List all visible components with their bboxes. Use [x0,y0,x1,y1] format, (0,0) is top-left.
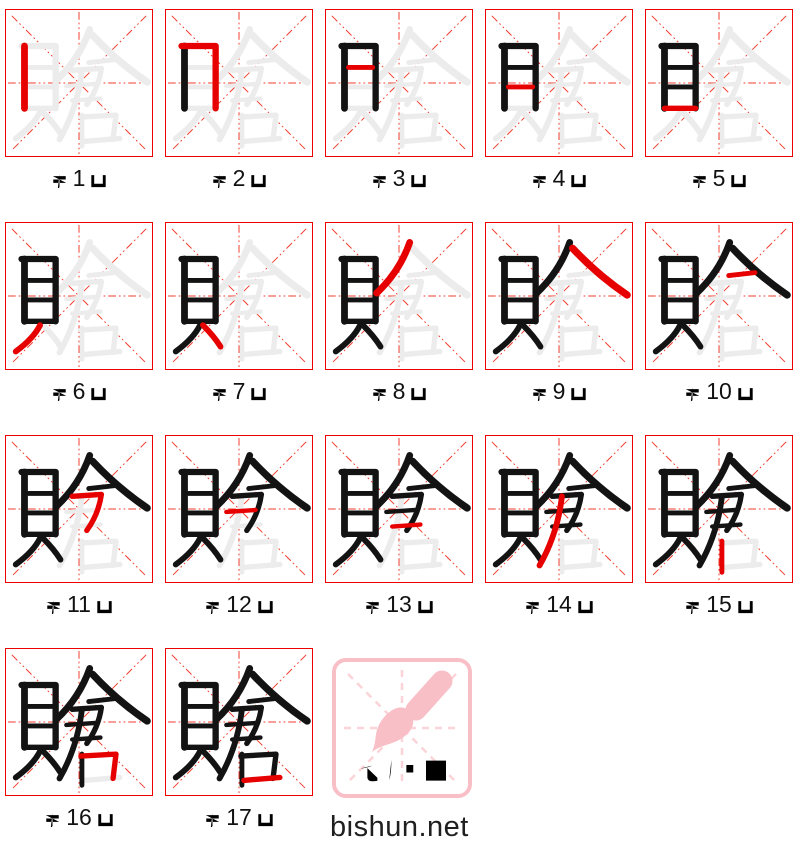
stroke-number: 7 [232,378,246,404]
di-glyph-icon [521,593,544,616]
practice-box [5,222,153,370]
stroke-diagram [6,223,152,369]
site-url: bishun.net [330,811,469,843]
stroke-number: 12 [226,591,252,617]
brush-icon [372,681,442,752]
stroke-number: 5 [712,165,726,191]
stroke-number: 9 [552,378,566,404]
character-strokes [336,455,467,572]
stroke-7-done [523,538,541,559]
stroke-step-label [165,592,313,616]
character-strokes [16,29,147,146]
hua-glyph-icon [87,167,110,190]
stroke-16-ghost [241,328,276,352]
character-strokes [496,242,627,359]
stroke-16-ghost [241,541,276,565]
di-glyph-icon [368,167,391,190]
stroke-7-done [363,325,381,346]
stroke-step-cell [165,9,315,190]
di-glyph-icon [208,167,231,190]
hua-glyph-icon [407,380,430,403]
stroke-7-done [683,325,701,346]
character-strokes [496,29,627,146]
practice-box [645,435,793,583]
character-strokes [656,455,787,572]
practice-box [165,648,313,796]
stroke-16-ghost [401,115,436,139]
stroke-7-done [363,538,381,559]
stroke-10-ghost [89,60,115,63]
stroke-7-current [203,325,221,346]
stroke-step-label [485,379,633,403]
practice-box [485,9,633,157]
hua-glyph-icon [247,167,270,190]
stroke-diagram [646,223,792,369]
stroke-step-label [325,379,473,403]
stroke-17-ghost [564,138,600,141]
hua-glyph-icon [254,806,277,829]
wang-glyph-icon [426,761,446,781]
stroke-diagram [6,436,152,582]
stroke-diagram [166,649,312,795]
bishun-logo [332,658,472,798]
stroke-diagram [166,223,312,369]
stroke-17-ghost [84,564,120,567]
character-strokes [16,242,147,359]
character-strokes [16,668,147,785]
stroke-17-ghost [564,351,600,354]
di-glyph-icon [688,167,711,190]
stroke-step-cell [165,648,315,829]
stroke-16-ghost [721,541,756,565]
stroke-step-label [325,166,473,190]
hua-glyph-icon [567,380,590,403]
stroke-number: 15 [706,591,732,617]
stroke-10-ghost [569,60,595,63]
di-glyph-icon [48,167,71,190]
stroke-step-cell [165,222,315,403]
stroke-number: 14 [546,591,572,617]
stroke-number: 17 [226,804,252,830]
stroke-diagram [646,10,792,156]
stroke-step-label [5,805,153,829]
stroke-10-done [89,699,115,702]
stroke-7-done [203,751,221,772]
stroke-17-ghost [404,351,440,354]
stroke-16-ghost [241,115,276,139]
character-strokes [336,29,467,146]
di-glyph-icon [201,593,224,616]
stroke-step-label [325,592,473,616]
stroke-17-ghost [404,564,440,567]
di-glyph-icon [528,167,551,190]
stroke-16-ghost [721,328,756,352]
stroke-step-cell [485,9,635,190]
practice-box [165,435,313,583]
stroke-number: 3 [392,165,406,191]
stroke-16-done [241,754,276,778]
di-glyph-icon [681,593,704,616]
hua-glyph-icon [734,380,757,403]
stroke-10-ghost [89,273,115,276]
practice-box [325,435,473,583]
stroke-16-ghost [561,328,596,352]
stroke-diagram [166,436,312,582]
stroke-step-label [165,379,313,403]
stroke-10-ghost [729,60,755,63]
stroke-16-ghost [721,115,756,139]
stroke-17-ghost [564,564,600,567]
practice-box [5,9,153,157]
stroke-10-ghost [409,273,435,276]
stroke-step-cell [325,222,475,403]
stroke-7-done [523,325,541,346]
hua-glyph-icon [567,167,590,190]
stroke-step-cell [325,9,475,190]
stroke-17-ghost [724,138,760,141]
stroke-10-ghost [409,60,435,63]
stroke-12-done [386,510,415,512]
stroke-7-done [683,538,701,559]
stroke-step-label [645,592,793,616]
character-strokes [176,29,307,146]
stroke-step-label [165,166,313,190]
stroke-step-cell [325,435,475,616]
stroke-number: 16 [66,804,92,830]
character-strokes [336,242,467,359]
stroke-13-current [392,525,420,527]
di-glyph-icon [42,593,65,616]
stroke-16-ghost [401,541,436,565]
practice-box [645,222,793,370]
stroke-10-done [409,486,435,489]
hua-glyph-icon [93,593,116,616]
stroke-diagram [6,649,152,795]
practice-box [5,435,153,583]
di-glyph-icon [361,593,384,616]
practice-box [165,9,313,157]
stroke-step-label [485,592,633,616]
stroke-16-ghost [81,541,116,565]
practice-box [485,222,633,370]
hua-glyph-icon [94,806,117,829]
stroke-diagram [6,10,152,156]
hua-glyph-icon [87,380,110,403]
stroke-step-cell [5,648,155,829]
stroke-step-label [165,805,313,829]
stroke-7-ghost [43,325,61,346]
stroke-16-current [81,754,116,778]
stroke-7-done [203,538,221,559]
stroke-diagram [486,436,632,582]
stroke-diagram [326,223,472,369]
stroke-number: 10 [706,378,732,404]
practice-box [325,9,473,157]
stroke-10-done [249,486,275,489]
stroke-step-cell [645,9,795,190]
di-glyph-icon [681,380,704,403]
stroke-16-ghost [561,115,596,139]
stroke-step-label [485,166,633,190]
stroke-10-current [729,273,755,276]
stroke-step-label [5,379,153,403]
stroke-diagram [486,10,632,156]
hua-glyph-icon [727,167,750,190]
stroke-7-ghost [363,112,381,133]
stroke-step-cell [645,222,795,403]
stroke-7-ghost [683,112,701,133]
stroke-diagram [166,10,312,156]
stroke-7-ghost [43,112,61,133]
practice-box [5,648,153,796]
stroke-number: 2 [232,165,246,191]
stroke-step-label [645,166,793,190]
stroke-17-ghost [724,564,760,567]
stroke-number: 4 [552,165,566,191]
character-strokes [656,242,787,359]
stroke-7-ghost [523,112,541,133]
di-glyph-icon [368,380,391,403]
stroke-step-cell [5,435,155,616]
di-glyph-icon [41,806,64,829]
stroke-17-current [244,777,280,780]
stroke-17-ghost [244,564,280,567]
stroke-number: 13 [386,591,412,617]
hua-glyph-icon [407,167,430,190]
practice-box [165,222,313,370]
stroke-step-cell [5,9,155,190]
stroke-step-label [645,379,793,403]
stroke-step-label [5,592,153,616]
stroke-17-ghost [404,138,440,141]
character-strokes [176,455,307,572]
stroke-17-ghost [84,138,120,141]
di-glyph-icon [201,806,224,829]
di-glyph-icon [528,380,551,403]
stroke-diagram [326,10,472,156]
stroke-16-ghost [81,328,116,352]
stroke-10-ghost [249,60,275,63]
stroke-diagram [326,436,472,582]
stroke-17-ghost [244,138,280,141]
stroke-number: 11 [67,591,91,617]
character-strokes [496,455,627,572]
character-strokes [656,29,787,146]
stroke-10-done [569,486,595,489]
character-strokes [16,455,147,572]
practice-box [645,9,793,157]
hua-glyph-icon [734,593,757,616]
di-glyph-icon [48,380,71,403]
hua-glyph-icon [254,593,277,616]
stroke-17-ghost [724,351,760,354]
stroke-16-ghost [561,541,596,565]
stroke-10-ghost [249,273,275,276]
stroke-10-done [89,486,115,489]
stroke-step-label [5,166,153,190]
stroke-10-ghost [569,273,595,276]
stroke-16-ghost [401,328,436,352]
stroke-7-ghost [203,112,221,133]
stroke-step-cell [485,222,635,403]
stroke-12-current [226,510,255,512]
stroke-step-cell [5,222,155,403]
hua-glyph-icon [574,593,597,616]
stroke-7-done [43,538,61,559]
hua-glyph-icon [247,380,270,403]
stroke-diagram [486,223,632,369]
stroke-step-cell [165,435,315,616]
stroke-10-done [249,699,275,702]
stroke-7-done [43,751,61,772]
stroke-number: 8 [392,378,406,404]
stroke-step-cell [645,435,795,616]
stroke-16-ghost [81,115,116,139]
stroke-step-cell [485,435,635,616]
stroke-17-ghost [84,351,120,354]
character-strokes [176,668,307,785]
stroke-diagram [646,436,792,582]
hua-glyph-icon [414,593,437,616]
stroke-number: 6 [72,378,86,404]
practice-box [485,435,633,583]
practice-box [325,222,473,370]
stroke-17-ghost [244,351,280,354]
character-strokes [176,242,307,359]
stroke-number: 1 [72,165,86,191]
di-glyph-icon [208,380,231,403]
stroke-10-done [729,486,755,489]
